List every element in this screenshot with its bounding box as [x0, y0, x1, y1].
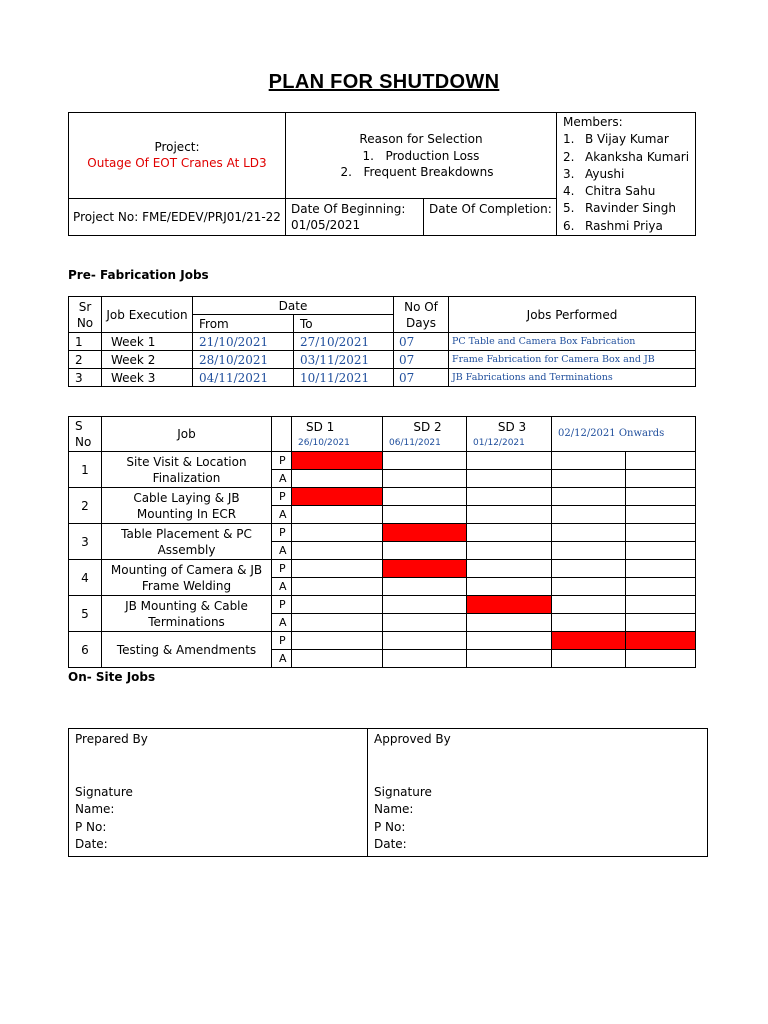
planned-bar: [383, 524, 467, 542]
date-label: Date:: [374, 837, 407, 851]
row-job: JB Fabrications and Terminations: [449, 369, 696, 387]
schedule-row-number: 4: [69, 560, 102, 596]
schedule-cell: [292, 632, 383, 650]
col-header-days: No Of Days: [394, 297, 449, 333]
schedule-cell: [292, 578, 383, 596]
schedule-cell: [552, 488, 626, 506]
date-beginning-label: Date Of Beginning:: [291, 201, 406, 216]
members-cell: [557, 113, 696, 236]
schedule-cell: [467, 488, 552, 506]
schedule-cell: [626, 524, 696, 542]
table-row: [69, 333, 696, 351]
row-week: Week 2: [102, 351, 193, 369]
col-header-s-no: S No: [69, 417, 102, 452]
project-cell: [69, 113, 286, 199]
col-header-to: To: [294, 315, 394, 333]
project-info-table: [68, 112, 696, 236]
schedule-cell: [467, 560, 552, 578]
schedule-cell: [383, 650, 467, 668]
project-name: Outage Of EOT Cranes At LD3: [87, 156, 267, 171]
row-to: 27/10/2021: [294, 333, 394, 351]
schedule-row-planned: [69, 632, 696, 650]
project-label: Project:: [154, 140, 200, 155]
schedule-cell: [626, 470, 696, 488]
schedule-cell: [383, 506, 467, 524]
planned-bar: [626, 632, 696, 650]
row-days: 07: [394, 351, 449, 369]
row-from: 28/10/2021: [193, 351, 294, 369]
schedule-row-planned: [69, 560, 696, 578]
schedule-cell: [467, 524, 552, 542]
reason-label: Reason for Selection: [359, 131, 483, 146]
prepared-by-cell: [69, 729, 368, 857]
actual-marker: A: [272, 578, 292, 596]
actual-marker: A: [272, 506, 292, 524]
schedule-cell: [467, 470, 552, 488]
col-header-date: Date: [193, 297, 394, 315]
schedule-cell: [383, 632, 467, 650]
approved-by-cell: [368, 729, 708, 857]
member-item: 1. B Vijay Kumar: [563, 132, 669, 147]
schedule-cell: [626, 452, 696, 470]
schedule-cell: [292, 542, 383, 560]
table-row: [69, 369, 696, 387]
schedule-cell: [467, 614, 552, 632]
schedule-row-job: JB Mounting & Cable Terminations: [102, 596, 272, 632]
row-sr: 2: [69, 351, 102, 369]
actual-marker: A: [272, 614, 292, 632]
schedule-cell: [292, 470, 383, 488]
schedule-row-job: Site Visit & Location Finalization: [102, 452, 272, 488]
schedule-cell: [467, 452, 552, 470]
schedule-row-planned: [69, 524, 696, 542]
schedule-cell: [552, 524, 626, 542]
planned-bar: [292, 452, 383, 470]
schedule-cell: [467, 632, 552, 650]
plan-marker: P: [272, 560, 292, 578]
signature-label: Signature: [374, 784, 432, 799]
prefab-heading: Pre- Fabrication Jobs: [68, 268, 209, 282]
schedule-cell: [383, 470, 467, 488]
plan-marker: P: [272, 452, 292, 470]
onsite-heading: On- Site Jobs: [68, 670, 156, 684]
row-to: 03/11/2021: [294, 351, 394, 369]
schedule-cell: [552, 614, 626, 632]
date-beginning-cell: [286, 198, 424, 235]
schedule-cell: [383, 542, 467, 560]
schedule-cell: [292, 506, 383, 524]
row-from: 04/11/2021: [193, 369, 294, 387]
reason-cell: [286, 113, 557, 199]
col-header-sd1: SD 1 26/10/2021: [292, 417, 383, 452]
prefab-table: [68, 296, 696, 387]
date-label: Date:: [75, 837, 108, 851]
row-job: Frame Fabrication for Camera Box and JB: [449, 351, 696, 369]
plan-marker: P: [272, 632, 292, 650]
schedule-cell: [467, 506, 552, 524]
signature-label: Signature: [75, 784, 133, 799]
row-days: 07: [394, 369, 449, 387]
actual-marker: A: [272, 650, 292, 668]
approved-by-label: Approved By: [374, 732, 451, 746]
planned-bar: [552, 632, 626, 650]
col-header-sd3: SD 3 01/12/2021: [467, 417, 552, 452]
schedule-row-number: 1: [69, 452, 102, 488]
schedule-cell: [292, 614, 383, 632]
schedule-cell: [626, 488, 696, 506]
actual-marker: A: [272, 542, 292, 560]
schedule-row-number: 5: [69, 596, 102, 632]
schedule-cell: [552, 596, 626, 614]
reason-item: 1. Production Loss: [362, 148, 480, 163]
schedule-cell: [383, 488, 467, 506]
schedule-cell: [383, 578, 467, 596]
member-item: 2. Akanksha Kumari: [563, 149, 690, 164]
p-no-label: P No:: [75, 819, 107, 834]
member-item: 3. Ayushi: [563, 166, 625, 181]
schedule-cell: [552, 650, 626, 668]
schedule-cell: [292, 650, 383, 668]
schedule-cell: [626, 650, 696, 668]
schedule-row-planned: [69, 488, 696, 506]
name-label: Name:: [374, 802, 414, 816]
schedule-row-number: 2: [69, 488, 102, 524]
row-week: Week 3: [102, 369, 193, 387]
planned-bar: [383, 560, 467, 578]
plan-marker: P: [272, 596, 292, 614]
page-title: PLAN FOR SHUTDOWN: [268, 71, 500, 93]
schedule-cell: [552, 542, 626, 560]
schedule-cell: [626, 614, 696, 632]
members-label: Members:: [563, 115, 623, 129]
schedule-row-job: Cable Laying & JB Mounting In ECR: [102, 488, 272, 524]
schedule-cell: [467, 542, 552, 560]
schedule-cell: [292, 596, 383, 614]
row-days: 07: [394, 333, 449, 351]
actual-marker: A: [272, 470, 292, 488]
row-to: 10/11/2021: [294, 369, 394, 387]
schedule-cell: [383, 596, 467, 614]
planned-bar: [467, 596, 552, 614]
date-completion-label: Date Of Completion:: [429, 201, 552, 216]
name-label: Name:: [75, 802, 115, 816]
signoff-table: [68, 728, 708, 857]
schedule-row-job: Testing & Amendments: [102, 632, 272, 668]
schedule-row-job: Mounting of Camera & JB Frame Welding: [102, 560, 272, 596]
schedule-row-number: 6: [69, 632, 102, 668]
col-header-pa: [272, 417, 292, 452]
schedule-cell: [552, 506, 626, 524]
col-header-job-execution: Job Execution: [102, 297, 193, 333]
row-job: PC Table and Camera Box Fabrication: [449, 333, 696, 351]
schedule-cell: [626, 542, 696, 560]
col-header-from: From: [193, 315, 294, 333]
member-item: 4. Chitra Sahu: [563, 184, 656, 199]
col-header-sd2: SD 2 06/11/2021: [383, 417, 467, 452]
row-sr: 1: [69, 333, 102, 351]
date-completion-cell: [424, 198, 557, 235]
schedule-row-job: Table Placement & PC Assembly: [102, 524, 272, 560]
plan-marker: P: [272, 524, 292, 542]
plan-marker: P: [272, 488, 292, 506]
reason-item: 2. Frequent Breakdowns: [340, 164, 494, 179]
schedule-cell: [552, 578, 626, 596]
schedule-row-number: 3: [69, 524, 102, 560]
planned-bar: [292, 488, 383, 506]
prepared-by-label: Prepared By: [75, 732, 148, 746]
schedule-cell: [383, 614, 467, 632]
schedule-row-planned: [69, 452, 696, 470]
schedule-table: [68, 416, 696, 668]
table-row: [69, 351, 696, 369]
schedule-cell: [467, 578, 552, 596]
schedule-cell: [292, 524, 383, 542]
schedule-cell: [552, 452, 626, 470]
row-sr: 3: [69, 369, 102, 387]
col-header-sr: Sr No: [69, 297, 102, 333]
p-no-label: P No:: [374, 819, 406, 834]
schedule-cell: [552, 470, 626, 488]
schedule-cell: [552, 560, 626, 578]
schedule-cell: [383, 452, 467, 470]
schedule-cell: [626, 596, 696, 614]
col-header-onwards: 02/12/2021 Onwards: [552, 417, 696, 452]
date-beginning-value: 01/05/2021: [291, 217, 361, 232]
member-item: 6. Rashmi Priya: [563, 218, 663, 233]
schedule-cell: [467, 650, 552, 668]
schedule-cell: [626, 560, 696, 578]
schedule-cell: [626, 506, 696, 524]
col-header-jobs-performed: Jobs Performed: [449, 297, 696, 333]
row-from: 21/10/2021: [193, 333, 294, 351]
schedule-cell: [626, 578, 696, 596]
col-header-job: Job: [102, 417, 272, 452]
row-week: Week 1: [102, 333, 193, 351]
member-item: 5. Ravinder Singh: [563, 201, 676, 216]
schedule-row-planned: [69, 596, 696, 614]
project-number: Project No: FME/EDEV/PRJ01/21-22: [69, 198, 286, 235]
schedule-cell: [292, 560, 383, 578]
